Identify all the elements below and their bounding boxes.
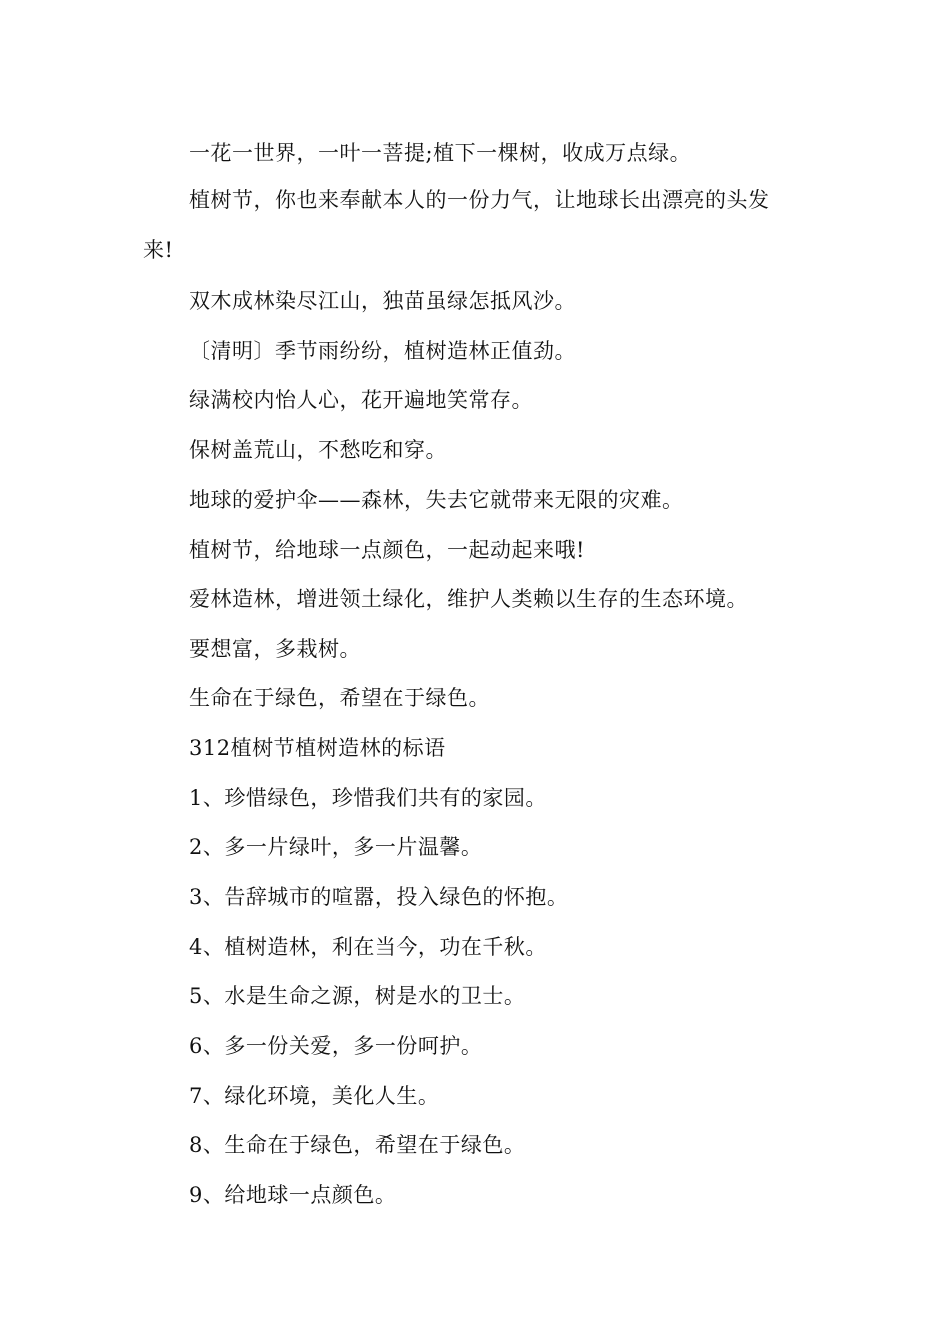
list-item: 3、告辞城市的喧嚣，投入绿色的怀抱。 [189, 885, 569, 909]
paragraph: 〔清明〕季节雨纷纷，植树造林正值劲。 [189, 339, 576, 363]
paragraph: 植树节，你也来奉献本人的一份力气，让地球长出漂亮的头发 [189, 188, 770, 212]
list-item: 5、水是生命之源，树是水的卫士。 [189, 984, 526, 1008]
paragraph: 绿满校内怡人心，花开遍地笑常存。 [189, 388, 533, 412]
section-heading: 312植树节植树造林的标语 [189, 736, 446, 760]
list-item: 1、珍惜绿色，珍惜我们共有的家园。 [189, 786, 547, 810]
list-item: 2、多一片绿叶，多一片温馨。 [189, 835, 483, 859]
paragraph: 地球的爱护伞——森林，失去它就带来无限的灾难。 [189, 488, 684, 512]
list-item: 6、多一份关爱，多一份呵护。 [189, 1034, 483, 1058]
list-item: 8、生命在于绿色，希望在于绿色。 [189, 1133, 526, 1157]
paragraph: 一花一世界，一叶一菩提;植下一棵树，收成万点绿。 [189, 141, 692, 165]
paragraph: 爱林造林，增进领土绿化，维护人类赖以生存的生态环境。 [189, 587, 748, 611]
list-item: 7、绿化环境，美化人生。 [189, 1084, 440, 1108]
paragraph-continuation: 来! [143, 238, 174, 262]
list-item: 9、给地球一点颜色。 [189, 1183, 397, 1207]
paragraph: 生命在于绿色，希望在于绿色。 [189, 686, 490, 710]
list-item: 4、植树造林，利在当今，功在千秋。 [189, 935, 547, 959]
paragraph: 保树盖荒山，不愁吃和穿。 [189, 438, 447, 462]
paragraph: 双木成林染尽江山，独苗虽绿怎抵风沙。 [189, 289, 576, 313]
paragraph: 要想富，多栽树。 [189, 637, 361, 661]
paragraph: 植树节，给地球一点颜色，一起动起来哦! [189, 538, 585, 562]
